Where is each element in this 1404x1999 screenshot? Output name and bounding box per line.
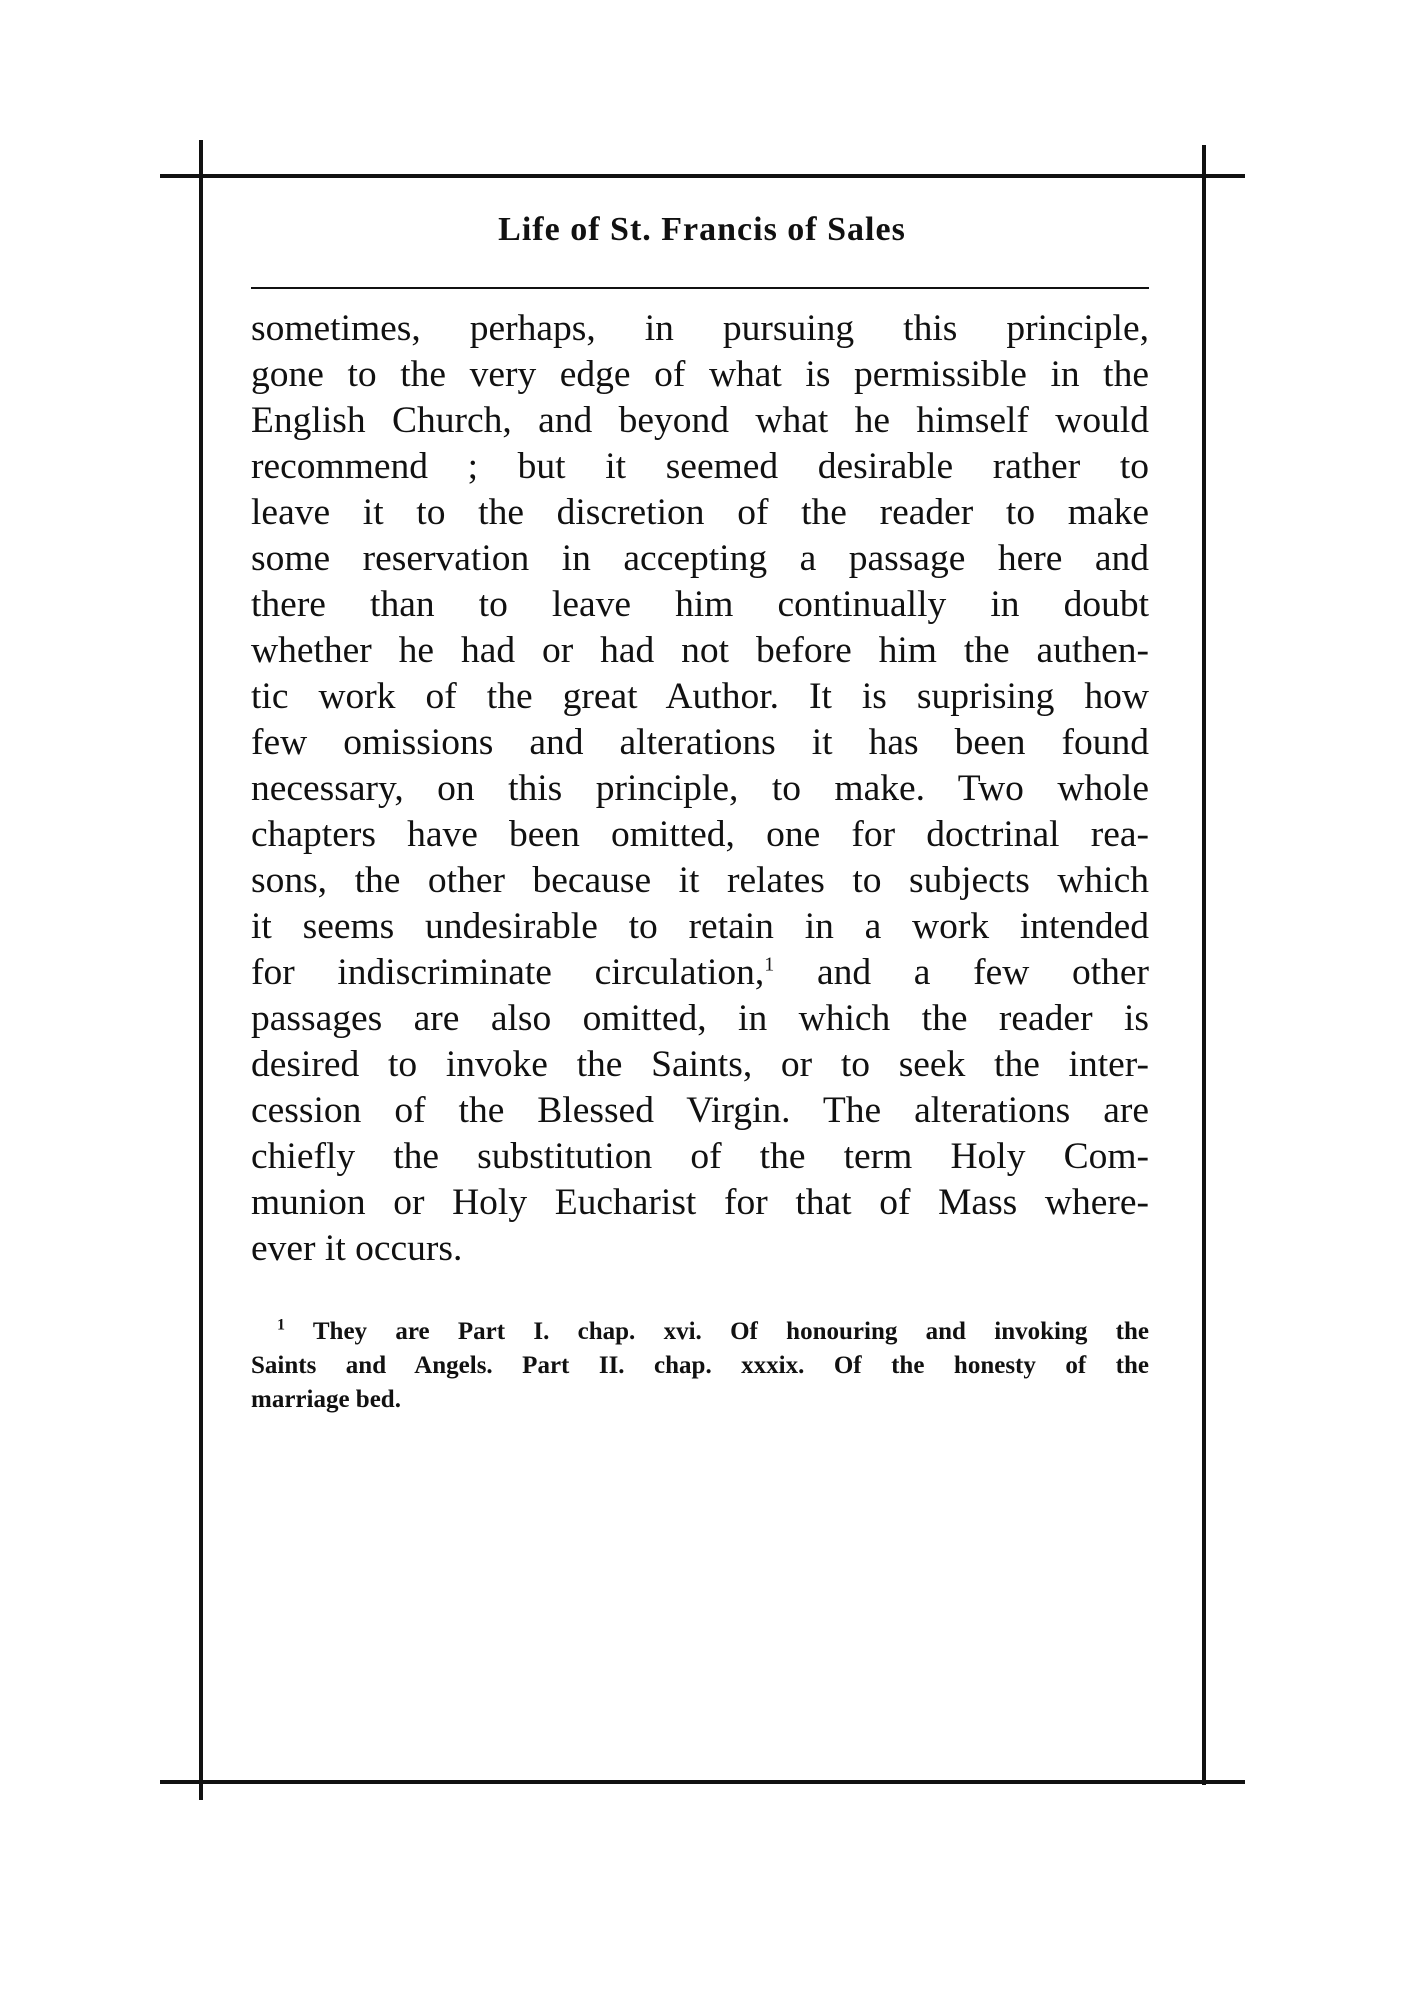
text-line: chiefly the substitution of the term Holy Com- <box>251 1136 1149 1177</box>
text-line: there than to leave him continually in doubt <box>251 584 1149 625</box>
header-rule <box>251 287 1149 289</box>
frame-bottom-rule <box>160 1780 1245 1784</box>
footnote-line <box>251 1315 1149 1349</box>
text-line: it seems undesirable to retain in a work intended <box>251 906 1149 947</box>
text-line: some reservation in accepting a passage here and <box>251 538 1149 579</box>
text-line: tic work of the great Author. It is suprising how <box>251 676 1149 717</box>
text-line: ever it occurs. <box>251 1228 463 1269</box>
text-line: English Church, and beyond what he himself would <box>251 400 1149 441</box>
text-line: gone to the very edge of what is permissible in the <box>251 354 1149 395</box>
footnote <box>251 1315 1149 1417</box>
running-header-title: Life of St. Francis of Sales <box>498 211 906 248</box>
text-segment: for indiscriminate circulation, <box>251 952 765 993</box>
text-line: chapters have been omitted, one for doctrinal rea- <box>251 814 1149 855</box>
footnote-marker: 1 <box>277 1316 285 1334</box>
text-segment: and a few other <box>816 952 1149 993</box>
text-line: leave it to the discretion of the reader to make <box>251 492 1149 533</box>
text-line: munion or Holy Eucharist for that of Mass where- <box>251 1182 1149 1223</box>
footnote-line: marriage bed. <box>251 1386 401 1413</box>
footnote-reference: 1 <box>764 953 775 976</box>
footnote-line: Saints and Angels. Part II. chap. xxxix. Of the honesty of the <box>251 1352 1149 1379</box>
text-line: few omissions and alterations it has been found <box>251 722 1149 763</box>
text-line: desired to invoke the Saints, or to seek the inter- <box>251 1044 1149 1085</box>
text-line: whether he had or had not before him the authen- <box>251 630 1149 671</box>
text-line: recommend ; but it seemed desirable rather to <box>251 446 1149 487</box>
frame-right-rule <box>1202 145 1206 1785</box>
text-line: sometimes, perhaps, in pursuing this principle, <box>251 308 1149 349</box>
text-line: passages are also omitted, in which the reader is <box>251 998 1149 1039</box>
text-line: sons, the other because it relates to subjects which <box>251 860 1149 901</box>
frame-top-rule <box>160 174 1245 178</box>
frame-left-rule <box>199 140 203 1800</box>
text-line-with-footnote-ref <box>251 950 1149 996</box>
text-line: necessary, on this principle, to make. Two whole <box>251 768 1149 809</box>
footnote-text: They are Part I. chap. xvi. Of honouring and invoking the <box>312 1318 1149 1345</box>
body-paragraph <box>251 306 1149 1272</box>
text-line: cession of the Blessed Virgin. The alterations are <box>251 1090 1149 1131</box>
